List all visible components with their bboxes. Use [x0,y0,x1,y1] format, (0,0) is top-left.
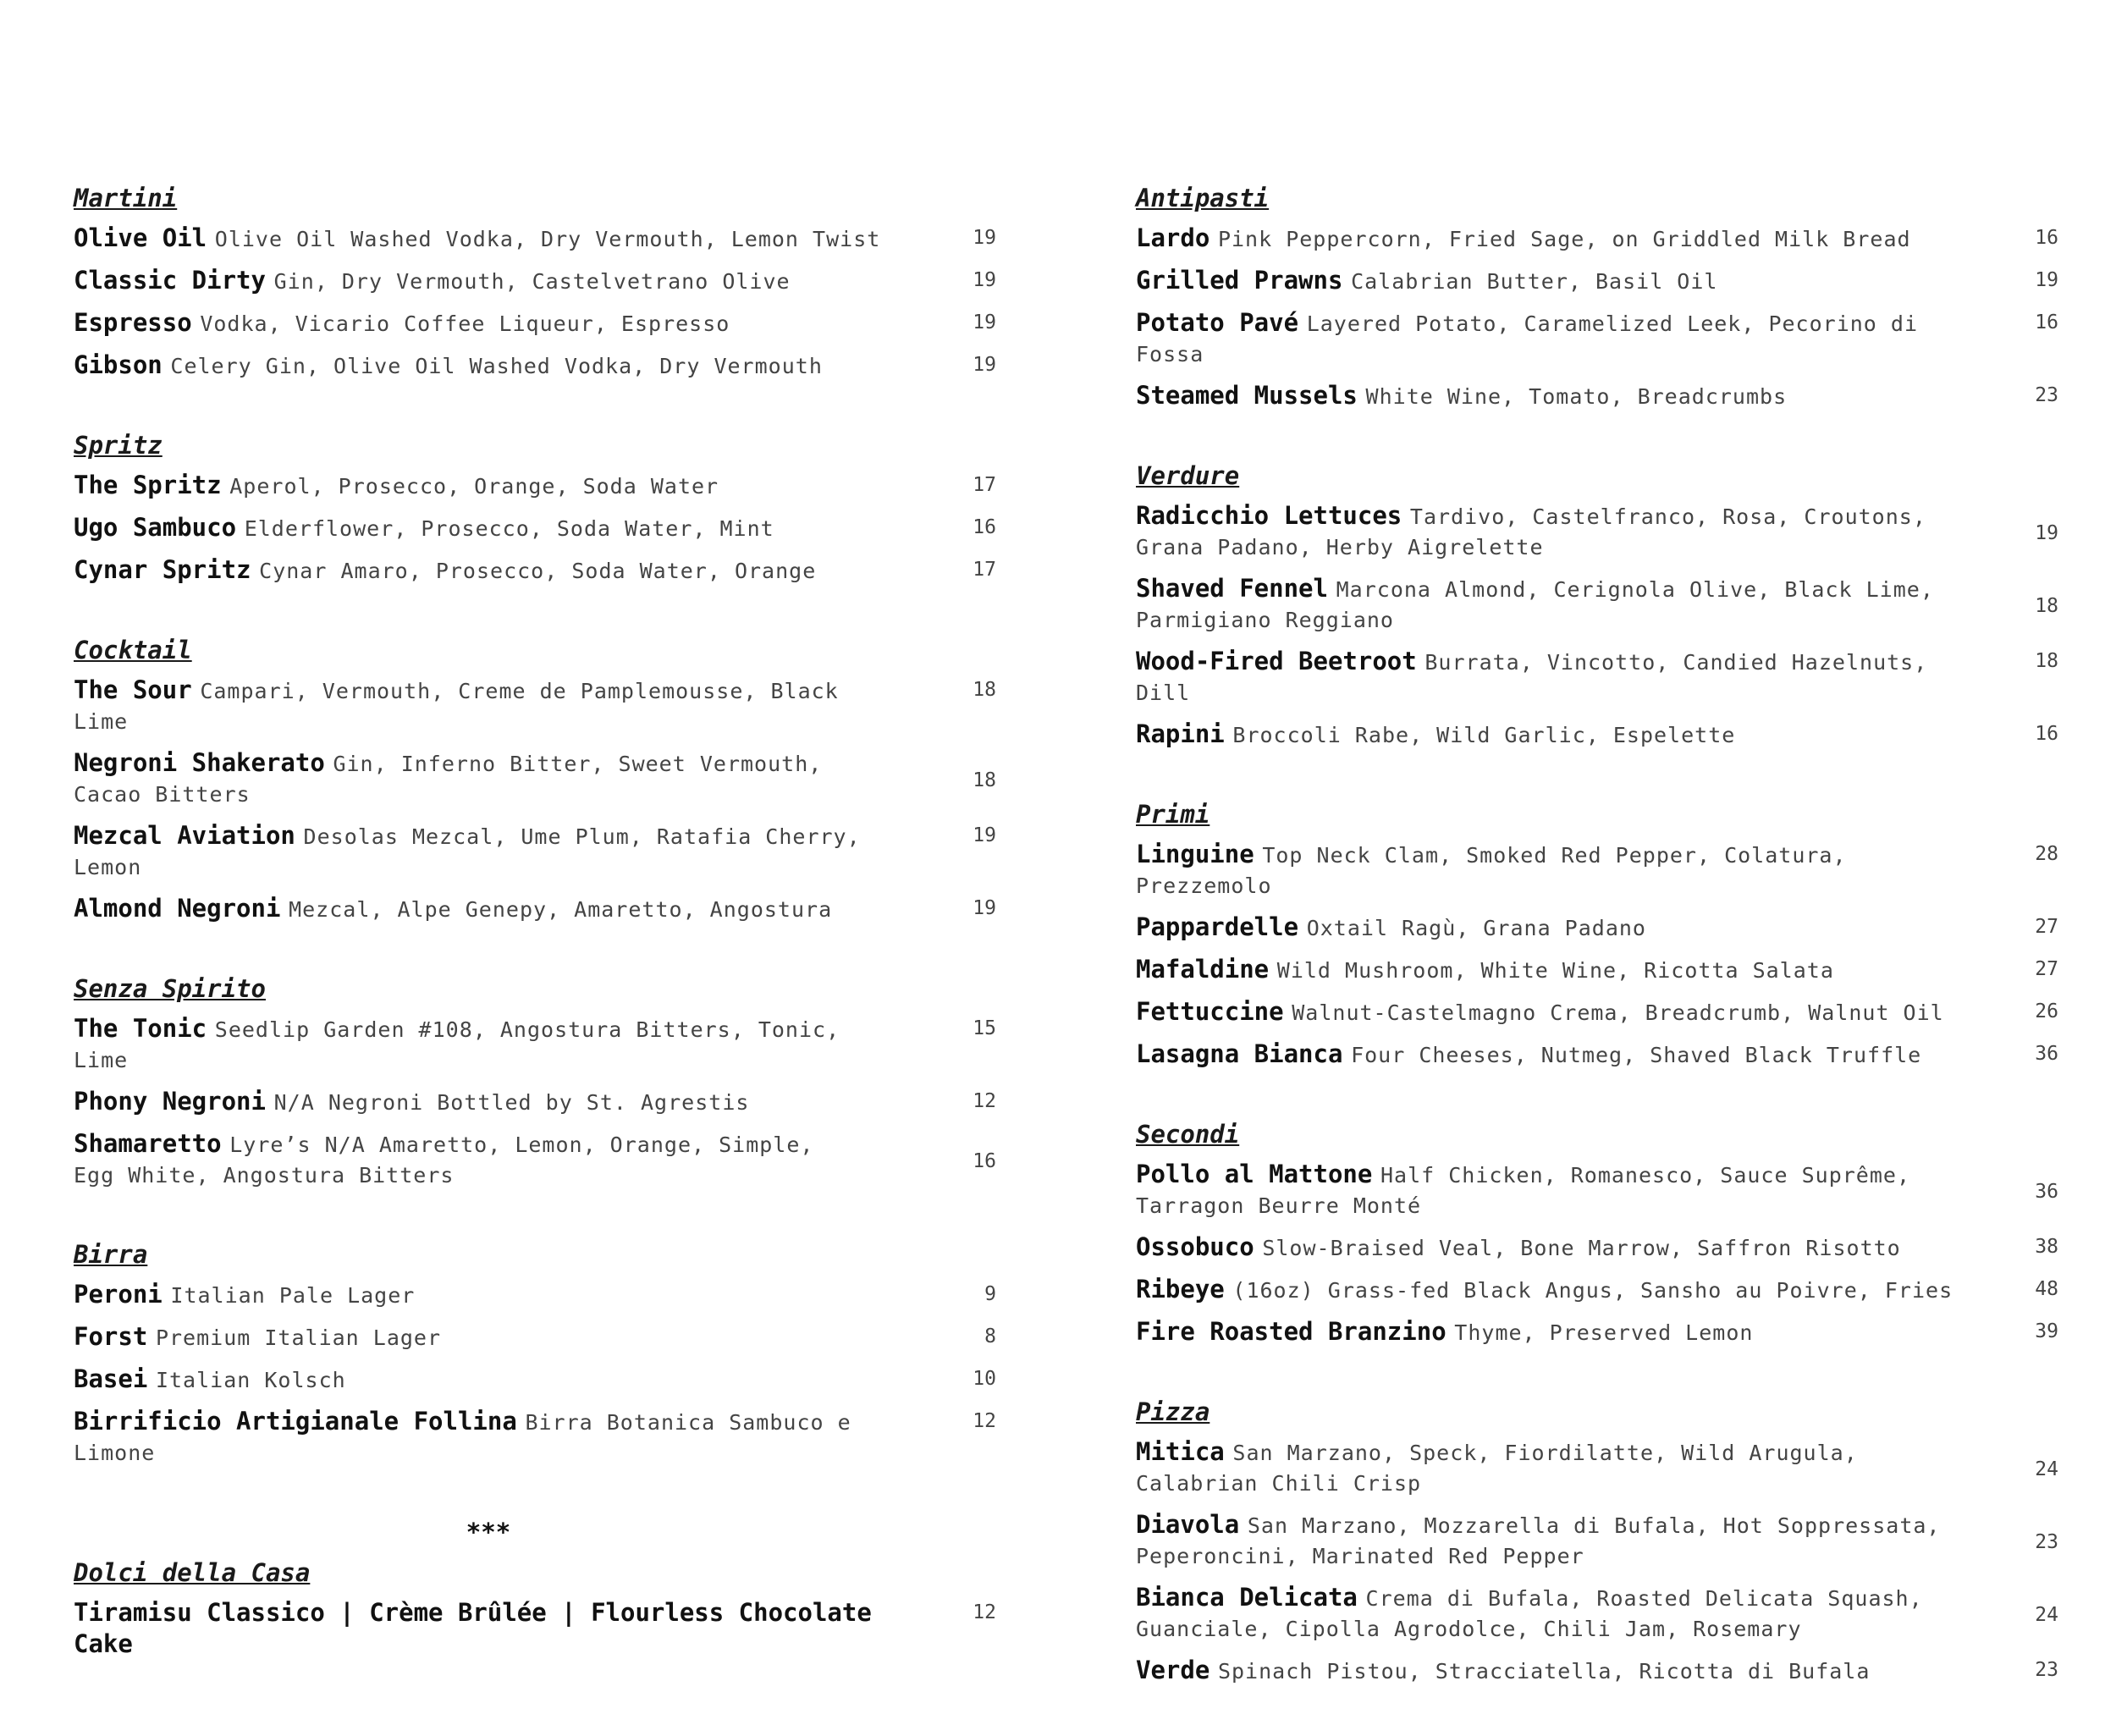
drinks-column [74,184,996,1710]
menu-item-linguine [1136,840,2058,902]
menu-item-verde [1136,1656,2058,1688]
menu-item-price: 9 [984,1283,996,1305]
menu-item-description: Celery Gin, Olive Oil Washed Vodka, Dry Vermouth [170,354,823,378]
menu-item-text [1136,913,1965,945]
menu-item-text [74,1599,903,1662]
menu-item-description: Oxtail Ragù, Grana Padano [1306,916,1646,940]
menu-item-text [74,676,903,738]
menu-item-text [74,1281,903,1312]
menu-item-price: 19 [973,227,996,249]
menu-item-price: 15 [973,1017,996,1039]
menu-item-price: 18 [973,769,996,791]
menu-item-description-line2: Cacao Bitters [74,782,251,807]
menu-item-name: Gibson [74,350,163,379]
menu-item-description: Crema di Bufala, Roasted Delicata Squash, [1365,1586,1923,1611]
menu-item-description: San Marzano, Mozzarella di Bufala, Hot Soppressata, [1247,1513,1941,1538]
menu-item-the-spritz [74,471,996,503]
menu-item-price: 18 [2035,594,2058,617]
menu-item-shamaretto [74,1130,996,1192]
menu-item-name: Fettuccine [1136,997,1284,1026]
menu-item-text [1136,956,1965,987]
menu-item-mafaldine [1136,956,2058,987]
menu-item-name: Verde [1136,1656,1210,1684]
menu-item-shaved-fennel [1136,575,2058,637]
menu-item-text [1136,840,1965,902]
menu-item-description-line2: Guanciale, Cipolla Agrodolce, Chili Jam, Rosemary [1136,1617,1802,1641]
section-title: Martini [74,184,178,212]
menu-item-price: 10 [973,1368,996,1390]
menu-item-name: Mezcal Aviation [74,821,295,850]
menu-item-price: 26 [2035,1000,2058,1022]
menu-item-text [1136,267,1965,298]
menu-item-name: Shaved Fennel [1136,574,1328,603]
menu-item-text [1136,1276,1965,1307]
menu-item-name: Olive Oil [74,223,207,252]
menu-item-bianca-delicata [1136,1584,2058,1645]
menu-item-description: Spinach Pistou, Stracciatella, Ricotta di Bufala [1217,1659,1871,1684]
menu-item-description: Gin, Inferno Bitter, Sweet Vermouth, [333,752,823,776]
menu-item-name: Peroni [74,1280,163,1309]
menu-item-forst [74,1323,996,1354]
menu-item-price: 12 [973,1090,996,1112]
menu-item-name: Basei [74,1364,148,1393]
menu-item-price: 38 [2035,1236,2058,1258]
menu-item-price: 23 [2035,384,2058,406]
menu-item-birrificio-artigianale-follina [74,1408,996,1469]
menu-item-text [74,1015,903,1077]
menu-item-name: Mafaldine [1136,955,1270,984]
menu-item-description: Four Cheeses, Nutmeg, Shaved Black Truffle [1351,1043,1922,1067]
menu-item-name: The Tonic [74,1014,207,1043]
menu-item-description: Layered Potato, Caramelized Leek, Pecorino di Fossa [1136,311,1919,366]
menu-item-price: 17 [973,474,996,496]
menu-item-description-line2: Peperoncini, Marinated Red Pepper [1136,1544,1584,1568]
menu-item-text [1136,309,1965,371]
menu-item-text [1136,1318,1965,1349]
menu-item-description: Gin, Dry Vermouth, Castelvetrano Olive [273,269,791,294]
section-primi [1136,800,2058,1072]
menu-item-espresso [74,309,996,340]
menu-item-price: 36 [2035,1043,2058,1065]
menu-item-price: 8 [984,1325,996,1347]
menu-item-description: Top Neck Clam, Smoked Red Pepper, Colatura, Prezzemolo [1136,843,1847,898]
menu-item-ribeye [1136,1276,2058,1307]
menu-item-name: Wood-Fired Beetroot [1136,647,1417,675]
menu-item-description: Seedlip Garden #108, Angostura Bitters, Tonic, Lime [74,1017,840,1072]
menu-item-classic-dirty [74,267,996,298]
menu-item-description: Elderflower, Prosecco, Soda Water, Mint [244,516,774,541]
menu-item-name: Steamed Mussels [1136,381,1358,410]
menu-item-description: Premium Italian Lager [155,1325,442,1350]
menu-item-price: 17 [973,559,996,581]
menu-item-text [74,822,903,884]
section-title: Antipasti [1136,184,1270,212]
food-column [1136,184,2058,1736]
menu-item-the-sour [74,676,996,738]
menu-item-description: San Marzano, Speck, Fiordilatte, Wild Arugula, [1232,1441,1858,1465]
menu-item-peroni [74,1281,996,1312]
menu-item-description: Italian Pale Lager [170,1283,416,1308]
menu-item-name: Ugo Sambuco [74,513,237,542]
menu-item-price: 27 [2035,916,2058,938]
section-pizza [1136,1397,2058,1688]
menu-item-price: 23 [2035,1530,2058,1553]
menu-item-description: Aperol, Prosecco, Orange, Soda Water [229,474,719,499]
section-antipasti [1136,184,2058,413]
menu-item-description: Burrata, Vincotto, Candied Hazelnuts, Dill [1136,650,1928,705]
menu-item-description: White Wine, Tomato, Breadcrumbs [1365,384,1788,409]
menu-item-fettuccine [1136,998,2058,1029]
menu-item-price: 12 [973,1601,996,1623]
menu-item-price: 19 [973,897,996,919]
menu-item-ugo-sambuco [74,514,996,545]
menu-item-negroni-shakerato [74,749,996,811]
menu-item-text [1136,382,1965,413]
menu-item-text [1136,1160,1965,1222]
menu-item-name: Negroni Shakerato [74,748,325,777]
menu-item-name: Almond Negroni [74,894,281,923]
menu-item-name: Fire Roasted Branzino [1136,1317,1446,1346]
section-martini [74,184,996,383]
menu-item-price: 18 [2035,650,2058,672]
menu-item-text [74,351,903,383]
menu-item-description: Vodka, Vicario Coffee Liqueur, Espresso [200,311,730,336]
menu-item-phony-negroni [74,1088,996,1119]
menu-item-description: Desolas Mezcal, Ume Plum, Ratafia Cherry, Lemon [74,824,861,879]
menu-item-pollo-al-mattone [1136,1160,2058,1222]
menu-item-text [74,267,903,298]
menu-item-price: 19 [973,824,996,846]
menu-item-name: Lasagna Bianca [1136,1039,1343,1068]
section-title: Birra [74,1240,148,1269]
menu-item-text [1136,720,1965,752]
menu-item-description: Mezcal, Alpe Genepy, Amaretto, Angostura [289,897,833,922]
menu-item-description: N/A Negroni Bottled by St. Agrestis [273,1090,750,1115]
menu-item-tiramisu-classico-creme-brulee-flourless-chocolate-cake [74,1599,996,1662]
menu-item-name: Radicchio Lettuces [1136,501,1402,530]
menu-item-price: 16 [2035,311,2058,333]
section-title: Senza Spirito [74,974,266,1003]
menu-item-fire-roasted-branzino [1136,1318,2058,1349]
menu-item-name: Potato Pavé [1136,308,1299,337]
menu-item-price: 24 [2035,1603,2058,1626]
menu-item-description: Birra Botanica Sambuco e Limone [74,1410,851,1465]
menu-item-name: Linguine [1136,840,1254,868]
section-spritz [74,431,996,587]
menu-item-price: 16 [973,516,996,538]
menu-item-text [1136,502,1965,564]
menu-item-name: Ossobuco [1136,1232,1254,1261]
section-birra [74,1240,996,1469]
menu-item-lasagna-bianca [1136,1040,2058,1072]
menu-item-grilled-prawns [1136,267,2058,298]
menu-item-description: Broccoli Rabe, Wild Garlic, Espelette [1232,723,1736,747]
menu-item-price: 24 [2035,1458,2058,1480]
menu-item-description: Walnut-Castelmagno Crema, Breadcrumb, Walnut Oil [1292,1000,1944,1025]
menu-item-almond-negroni [74,895,996,926]
menu-item-text [1136,1656,1965,1688]
menu-item-mitica [1136,1438,2058,1500]
menu-item-text [74,471,903,503]
section-cocktail [74,636,996,926]
menu-item-radicchio-lettuces [1136,502,2058,564]
menu-item-text [74,1365,903,1397]
menu-item-text [74,1088,903,1119]
menu-item-description: Tardivo, Castelfranco, Rosa, Croutons, [1409,504,1926,529]
menu-item-name: Cynar Spritz [74,555,251,584]
menu-item-name: Lardo [1136,223,1210,252]
section-title: Spritz [74,431,163,460]
menu-item-name: Shamaretto [74,1129,222,1158]
menu-item-description-line2: Parmigiano Reggiano [1136,608,1394,632]
menu-item-text [74,309,903,340]
menu-item-steamed-mussels [1136,382,2058,413]
menu-item-price: 16 [973,1149,996,1172]
menu-item-price: 23 [2035,1659,2058,1681]
menu-item-price: 16 [2035,723,2058,745]
menu-item-text [74,556,903,587]
menu-item-description: Olive Oil Washed Vodka, Dry Vermouth, Lemon Twist [214,227,881,251]
menu-item-description-line2: Calabrian Chili Crisp [1136,1471,1422,1496]
menu-item-the-tonic [74,1015,996,1077]
menu-item-name: Classic Dirty [74,266,266,295]
menu-item-text [1136,998,1965,1029]
menu-item-wood-fired-beetroot [1136,648,2058,709]
menu-item-text [1136,648,1965,709]
menu-item-description-line2: Grana Padano, Herby Aigrelette [1136,535,1544,559]
menu-item-price: 48 [2035,1278,2058,1300]
section-title: Cocktail [74,636,192,664]
menu-item-text [1136,575,1965,637]
menu-item-price: 18 [973,679,996,701]
menu-item-name: Ribeye [1136,1275,1225,1303]
menu-item-text [74,895,903,926]
menu-item-price: 27 [2035,958,2058,980]
menu-item-text [74,1408,903,1469]
section-title: Dolci della Casa [74,1558,311,1587]
section-verdure [1136,461,2058,752]
menu-item-description: Lyre’s N/A Amaretto, Lemon, Orange, Simple, [229,1133,814,1157]
menu-item-price: 28 [2035,843,2058,865]
menu-item-price: 12 [973,1410,996,1432]
menu-item-text [1136,1511,1965,1573]
section-secondi [1136,1120,2058,1349]
menu-item-description: Marcona Almond, Cerignola Olive, Black Lime, [1336,577,1934,602]
menu-item-name: The Spritz [74,471,222,499]
menu-item-description: Half Chicken, Romanesco, Sauce Suprême, [1380,1163,1910,1188]
menu-item-basei [74,1365,996,1397]
menu-item-text [1136,1040,1965,1072]
menu-item-mezcal-aviation [74,822,996,884]
menu-item-price: 19 [973,311,996,333]
menu-item-text [74,1130,903,1192]
menu-item-text [1136,224,1965,256]
menu-item-description-line2: Tarragon Beurre Monté [1136,1193,1422,1218]
menu-item-price: 16 [2035,227,2058,249]
menu-item-description: Cynar Amaro, Prosecco, Soda Water, Orange [259,559,817,583]
menu-item-price: 36 [2035,1180,2058,1203]
menu-item-name: The Sour [74,675,192,704]
menu-item-gibson [74,351,996,383]
menu-item-description: (16oz) Grass-fed Black Angus, Sansho au Poivre, Fries [1232,1278,1953,1303]
section-title: Primi [1136,800,1210,829]
menu-item-text [1136,1584,1965,1645]
menu-item-name: Forst [74,1322,148,1351]
menu-item-rapini [1136,720,2058,752]
menu-item-pappardelle [1136,913,2058,945]
menu-item-text [74,749,903,811]
menu-item-name: Mitica [1136,1437,1225,1466]
section-title: Secondi [1136,1120,1240,1149]
section-senza-spirito [74,974,996,1192]
menu-item-price: 19 [2035,521,2058,544]
menu-item-description: Pink Peppercorn, Fried Sage, on Griddled Milk Bread [1217,227,1911,251]
menu-item-price: 19 [973,269,996,291]
menu-item-name: Espresso [74,308,192,337]
menu-item-description-line2: Egg White, Angostura Bitters [74,1163,455,1188]
menu-item-description: Campari, Vermouth, Creme de Pamplemousse, Black Lime [74,679,839,734]
menu-item-description: Wild Mushroom, White Wine, Ricotta Salata [1276,958,1834,983]
section-title: Verdure [1136,461,1240,490]
menu-item-olive-oil [74,224,996,256]
section-title: Pizza [1136,1397,1210,1426]
menu-item-cynar-spritz [74,556,996,587]
section-dolci-della-casa [74,1558,996,1662]
menu-item-diavola [1136,1511,2058,1573]
menu-item-lardo [1136,224,2058,256]
menu-item-text [1136,1438,1965,1500]
separator-stars: *** [466,1518,511,1546]
menu-item-description: Calabrian Butter, Basil Oil [1351,269,1718,294]
menu-item-text [74,1323,903,1354]
menu-item-price: 19 [973,354,996,376]
menu-item-price: 39 [2035,1320,2058,1342]
menu-item-name: Phony Negroni [74,1087,266,1116]
menu-item-name: Grilled Prawns [1136,266,1343,295]
menu-item-text [74,224,903,256]
menu-item-description: Italian Kolsch [155,1368,346,1392]
menu-item-name: Tiramisu Classico | Crème Brûlée | Flourless Chocolate Cake [74,1598,872,1658]
menu-item-potato-pave [1136,309,2058,371]
menu-item-name: Pappardelle [1136,912,1299,941]
menu-item-name: Diavola [1136,1510,1240,1539]
menu-item-name: Pollo al Mattone [1136,1160,1373,1188]
menu-item-text [1136,1233,1965,1265]
menu-item-name: Bianca Delicata [1136,1583,1358,1612]
menu-item-description: Slow-Braised Veal, Bone Marrow, Saffron Risotto [1262,1236,1901,1260]
menu-item-text [74,514,903,545]
menu-item-name: Birrificio Artigianale Follina [74,1407,517,1436]
menu-item-description: Thyme, Preserved Lemon [1454,1320,1754,1345]
menu-item-name: Rapini [1136,719,1225,748]
menu-item-price: 19 [2035,269,2058,291]
menu-item-ossobuco [1136,1233,2058,1265]
